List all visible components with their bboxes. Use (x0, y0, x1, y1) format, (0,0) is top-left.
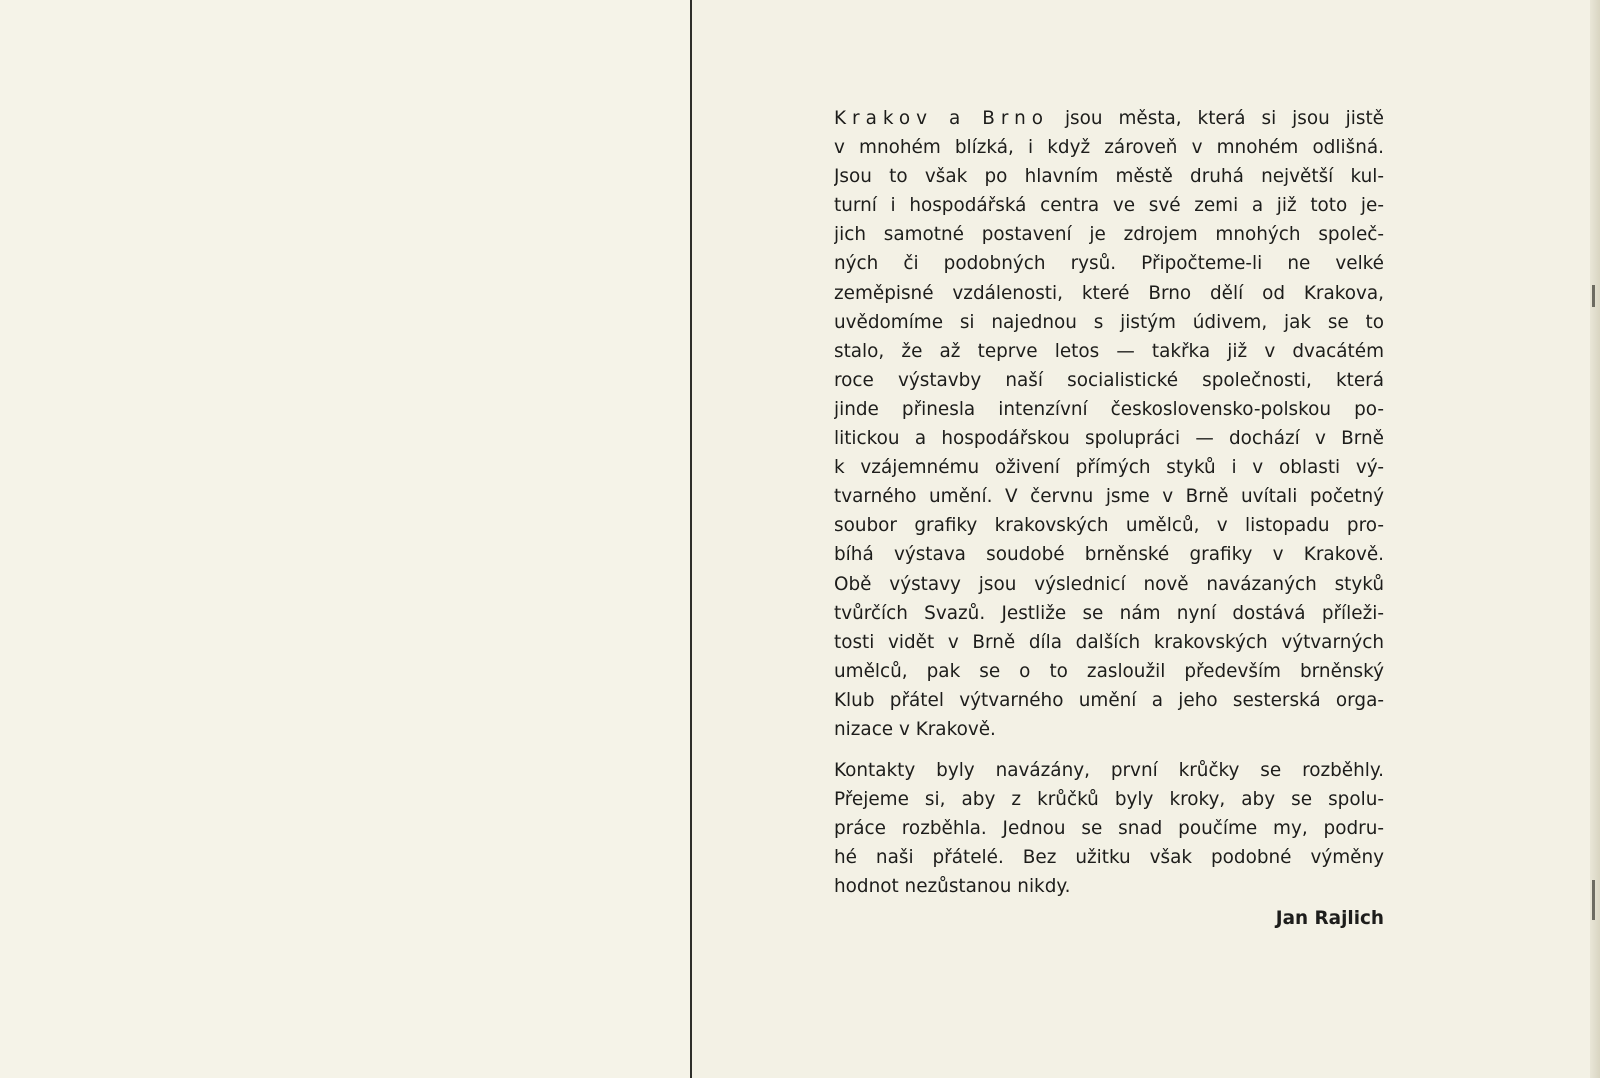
line-rest: jsou města, která si jsou jistě (1064, 108, 1384, 129)
author-signature: Jan Rajlich (1275, 908, 1384, 929)
text-line: tosti vidět v Brně díla dalších krakovských výtvarných (834, 631, 1384, 653)
text-line: stalo, že až teprve letos — takřka již v dvacátém (834, 340, 1384, 362)
paragraph-1 (834, 104, 1384, 744)
text-line: litickou a hospodářskou spolupráci — dochází v Brně (834, 428, 1384, 450)
text-line: Jsou to však po hlavním městě druhá největší kul- (834, 166, 1384, 188)
essay-text (834, 104, 1384, 902)
text-line: roce výstavby naší socialistické společnosti, která (834, 369, 1384, 391)
text-line (834, 104, 1384, 133)
page-edge-mark (1592, 285, 1595, 307)
page-edge-mark (1592, 880, 1595, 920)
city-krakov: Krakov (834, 108, 934, 129)
paragraph-2 (834, 756, 1384, 901)
text-line: bíhá výstava soudobé brněnské grafiky v Krakově. (834, 544, 1384, 566)
conjunction: a (948, 108, 967, 129)
text-line: jinde přinesla intenzívní československo-polskou po- (834, 398, 1384, 420)
text-line: k vzájemnému oživení přímých styků i v oblasti vý- (834, 457, 1384, 479)
text-line: v mnohém blízká, i když zároveň v mnohém odlišná. (834, 137, 1384, 159)
text-line: umělců, pak se o to zasloužil především brněnský (834, 660, 1384, 682)
text-line: hodnot nezůstanou nikdy. (834, 876, 1071, 898)
text-line: Kontakty byly navázány, první krůčky se rozběhly. (834, 760, 1384, 782)
text-line: nizace v Krakově. (834, 718, 996, 740)
text-line: Obě výstavy jsou výslednicí nově navázaných styků (834, 573, 1384, 595)
text-line: uvědomíme si najednou s jistým údivem, jak se to (834, 311, 1384, 333)
city-brno: Brno (982, 108, 1049, 129)
text-line: Přejeme si, aby z krůčků byly kroky, aby se spolu- (834, 789, 1384, 811)
paragraph-gap (834, 744, 1384, 756)
text-line: práce rozběhla. Jednou se snad poučíme my, podru- (834, 818, 1384, 840)
text-line: zeměpisné vzdálenosti, které Brno dělí od Krakova, (834, 282, 1384, 304)
text-line: turní i hospodářská centra ve své zemi a již toto je- (834, 195, 1384, 217)
text-line: tvůrčích Svazů. Jestliže se nám nyní dostává příleži- (834, 602, 1384, 624)
text-line: Klub přátel výtvarného umění a jeho sesterská orga- (834, 689, 1384, 711)
text-line: tvarného umění. V červnu jsme v Brně uvítali početný (834, 486, 1384, 508)
text-line: ných či podobných rysů. Připočteme-li ne velké (834, 253, 1384, 275)
text-line: soubor grafiky krakovských umělců, v listopadu pro- (834, 515, 1384, 537)
text-line: jich samotné postavení je zdrojem mnohých společ- (834, 224, 1384, 246)
text-line: hé naši přátelé. Bez užitku však podobné výměny (834, 847, 1384, 869)
left-page-blank (0, 0, 690, 1078)
